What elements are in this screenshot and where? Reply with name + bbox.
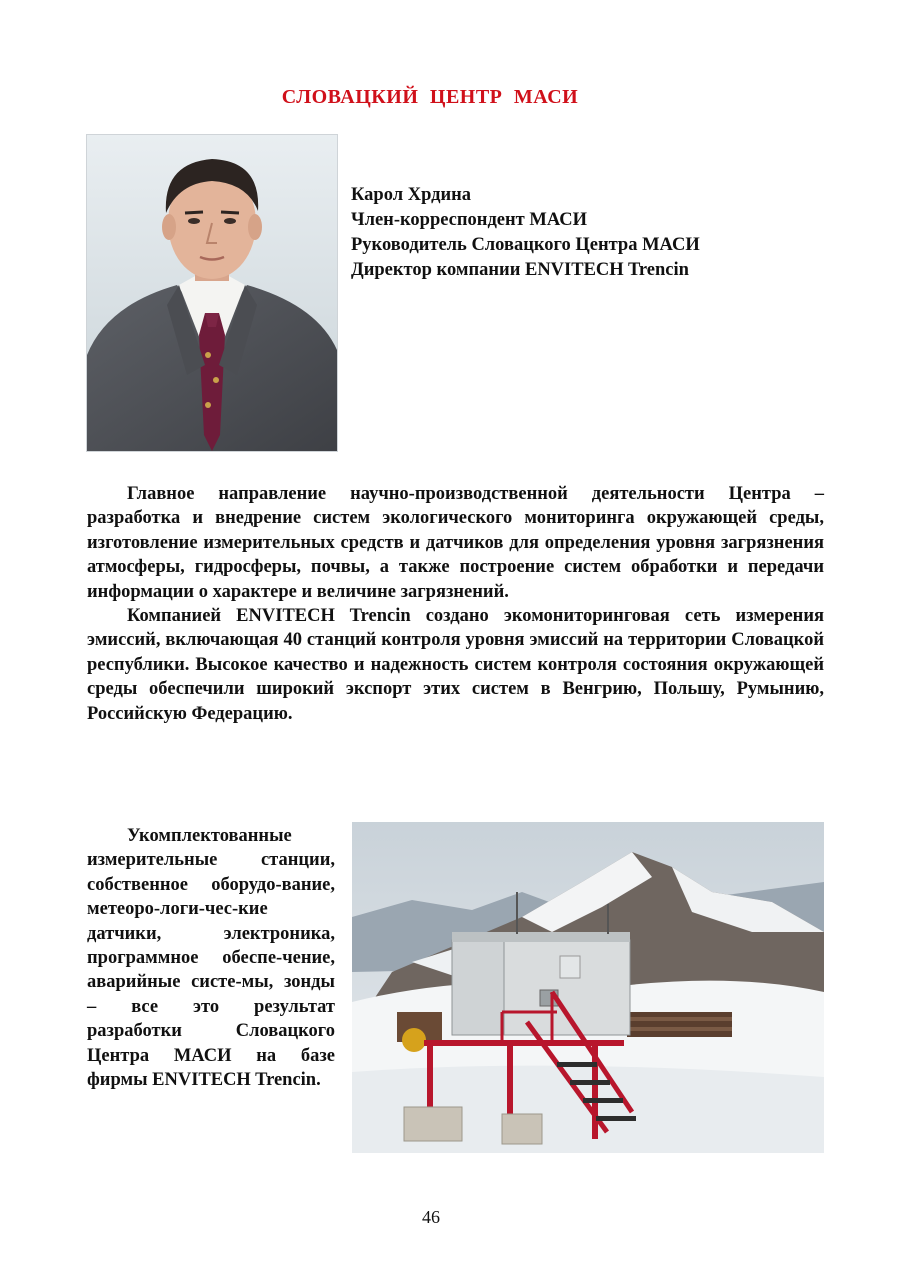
person-title-membership: Член-корреспондент МАСИ: [351, 210, 588, 230]
portrait-photo: [86, 134, 338, 452]
main-text: [87, 482, 824, 726]
person-title-director: Директор компании ENVITECH Trencin: [351, 260, 689, 280]
person-title-head: Руководитель Словацкого Центра МАСИ: [351, 235, 700, 255]
paragraph: Главное направление научно-производственной деятельности Центра – разработка и внедрение систем экологического мониторинга окружающей среды, изготовление измерительных средств и датчиков для определения уровня загрязнения атмосферы, гидросферы, почвы, а также построение систем обработки и передачи информации о характере и величине загрязнений.: [87, 484, 824, 602]
page-number: 46: [422, 1207, 440, 1227]
monitoring-station-photo: [352, 822, 824, 1153]
paragraph: Компанией ENVITECH Trencin создано экомониторинговая сеть измерения эмиссий, включающая 40 станций контроля уровня эмиссий на территории Словацкой республики. Высокое качество и надежность систем контроля состояния окружающей среды обеспечили широкий экспорт этих систем в Венгрию, Польшу, Румынию, Российскую Федерацию.: [87, 606, 824, 724]
station-caption: [87, 824, 335, 1092]
person-name: Карол Хрдина: [351, 185, 472, 205]
page-title: СЛОВАЦКИЙ ЦЕНТР МАСИ: [281, 86, 579, 108]
person-info: [351, 183, 700, 283]
caption-paragraph: Укомплектованные измерительные станции, собственное оборудо-вание, метеоро-логи-чес-кие датчики, электроника, программное обеспе-чение, аварийные систе-мы, зонды – все это результат разработки Словацкого Центра МАСИ на базе фирмы ENVITECH Trencin.: [87, 826, 335, 1091]
